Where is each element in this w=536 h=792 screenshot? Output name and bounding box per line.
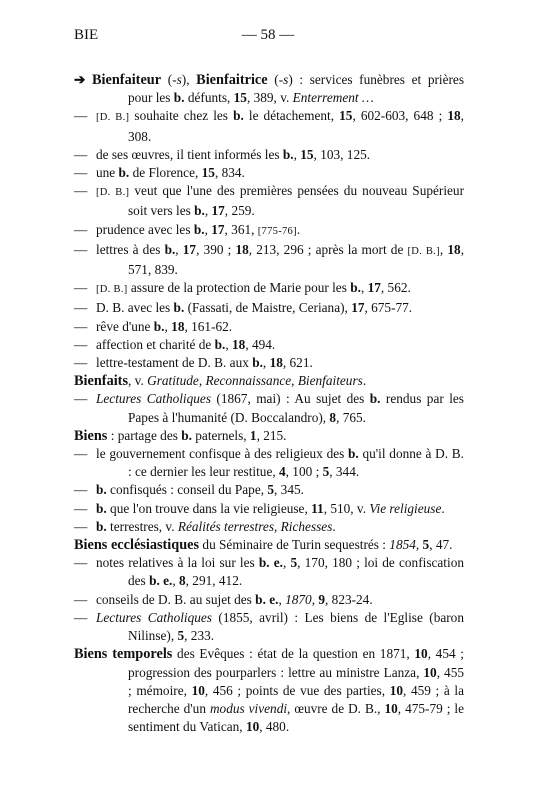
- index-subentry: [74, 445, 464, 481]
- entry-text: [D. B.] veut que l'une des premières pensées du nouveau Supérieur soit vers les b., 17, 259.: [96, 183, 464, 219]
- dash-marker: —: [74, 221, 88, 237]
- entry-text: Biens : partage des b. paternels, 1, 215.: [74, 427, 287, 444]
- entry-text: Bienfaiteur (-s), Bienfaitrice (-s) : services funèbres et prières pour les b. défunts, 15, 389, v. Enterrement …: [92, 72, 465, 106]
- dash-marker: —: [74, 555, 88, 571]
- dash-marker: —: [74, 241, 88, 257]
- dash-marker: —: [74, 500, 88, 516]
- entry-text: affection et charité de b., 18, 494.: [96, 336, 276, 352]
- index-entries: [74, 71, 464, 736]
- index-subentry: [74, 336, 464, 354]
- index-subentry: [74, 609, 464, 645]
- index-headword-entry: [74, 71, 464, 107]
- index-subentry: [74, 146, 464, 164]
- entry-text: Biens temporels des Evêques : état de la question en 1871, 10, 454 ; progression des pourparlers : lettre au ministre Lanza, 10, 455 ; mémoire, 10, 456 ; points de vue des parties, 10, 459 ; à la recherche d'un modus vivendi, œuvre de D. B., 10, 475-79 ; le sentiment du Vatican, 10, 480.: [74, 646, 464, 735]
- entry-text: D. B. avec les b. (Fassati, de Maistre, Ceriana), 17, 675-77.: [96, 300, 413, 316]
- entry-text: b. terrestres, v. Réalités terrestres, Richesses.: [96, 518, 336, 534]
- index-headword-entry: [74, 372, 464, 390]
- entry-text: Biens ecclésiastiques du Séminaire de Turin sequestrés : 1854, 5, 47.: [74, 537, 453, 554]
- index-subentry: [74, 481, 464, 499]
- running-header: [74, 27, 462, 47]
- index-headword-entry: [74, 645, 464, 736]
- dash-marker: —: [74, 336, 88, 352]
- index-subentry: [74, 500, 464, 518]
- index-headword-entry: [74, 536, 464, 554]
- entry-text: b. que l'on trouve dans la vie religieuse, 11, 510, v. Vie religieuse.: [96, 500, 445, 516]
- dash-marker: —: [74, 591, 88, 607]
- index-subentry: [74, 354, 464, 372]
- dash-marker: —: [74, 609, 88, 625]
- dash-marker: —: [74, 518, 88, 534]
- index-subentry: [74, 518, 464, 536]
- index-subentry: [74, 221, 464, 241]
- entry-text: b. confisqués : conseil du Pape, 5, 345.: [96, 482, 304, 498]
- dash-marker: —: [74, 280, 88, 296]
- dash-marker: —: [74, 300, 88, 316]
- index-subentry: [74, 299, 464, 317]
- index-subentry: [74, 241, 464, 279]
- index-subentry: [74, 390, 464, 426]
- entry-text: de ses œuvres, il tient informés les b., 15, 103, 125.: [96, 146, 371, 162]
- index-subentry: [74, 318, 464, 336]
- header-keyword: BIE: [74, 27, 99, 43]
- index-subentry: [74, 591, 464, 609]
- index-subentry: [74, 554, 464, 590]
- entry-text: une b. de Florence, 15, 834.: [96, 165, 245, 181]
- dash-marker: —: [74, 108, 88, 124]
- entry-text: rêve d'une b., 18, 161-62.: [96, 318, 233, 334]
- dash-marker: —: [74, 183, 88, 199]
- dash-marker: —: [74, 391, 88, 407]
- dash-marker: —: [74, 446, 88, 462]
- entry-text: notes relatives à la loi sur les b. e., 5, 170, 180 ; loi de confiscation des b. e., 8, 291, 412.: [96, 555, 464, 589]
- dash-marker: —: [74, 355, 88, 371]
- dash-marker: —: [74, 165, 88, 181]
- dash-marker: —: [74, 482, 88, 498]
- index-subentry: [74, 164, 464, 182]
- entry-text: Lectures Catholiques (1855, avril) : Les biens de l'Eglise (baron Nilinse), 5, 233.: [96, 609, 464, 644]
- entry-text: [D. B.] assure de la protection de Marie pour les b., 17, 562.: [96, 280, 411, 296]
- entry-text: Lectures Catholiques (1867, mai) : Au sujet des b. rendus par les Papes à l'humanité (D. Boccalandro), 8, 765.: [96, 391, 464, 425]
- entry-text: prudence avec les b., 17, 361, [775-76].: [96, 221, 301, 237]
- entry-text: lettre-testament de D. B. aux b., 18, 621.: [96, 355, 313, 371]
- page-number: — 58 —: [241, 27, 295, 43]
- entry-text: [D. B.] souhaite chez les b. le détachement, 15, 602-603, 648 ; 18, 308.: [96, 108, 464, 144]
- entry-text: conseils de D. B. au sujet des b. e., 1870, 9, 823-24.: [96, 591, 373, 607]
- entry-text: Bienfaits, v. Gratitude, Reconnaissance, Bienfaiteurs.: [74, 373, 367, 390]
- index-subentry: [74, 182, 464, 220]
- dash-marker: —: [74, 146, 88, 162]
- arrow-icon: ➔: [74, 72, 86, 87]
- index-headword-entry: [74, 427, 464, 445]
- index-subentry: [74, 279, 464, 299]
- entry-text: le gouvernement confisque à des religieux des b. qu'il donne à D. B. : ce dernier les leur restitue, 4, 100 ; 5, 344.: [96, 446, 464, 480]
- dash-marker: —: [74, 318, 88, 334]
- index-subentry: [74, 107, 464, 145]
- entry-text: lettres à des b., 17, 390 ; 18, 213, 296 ; après la mort de [D. B.], 18, 571, 839.: [96, 241, 465, 278]
